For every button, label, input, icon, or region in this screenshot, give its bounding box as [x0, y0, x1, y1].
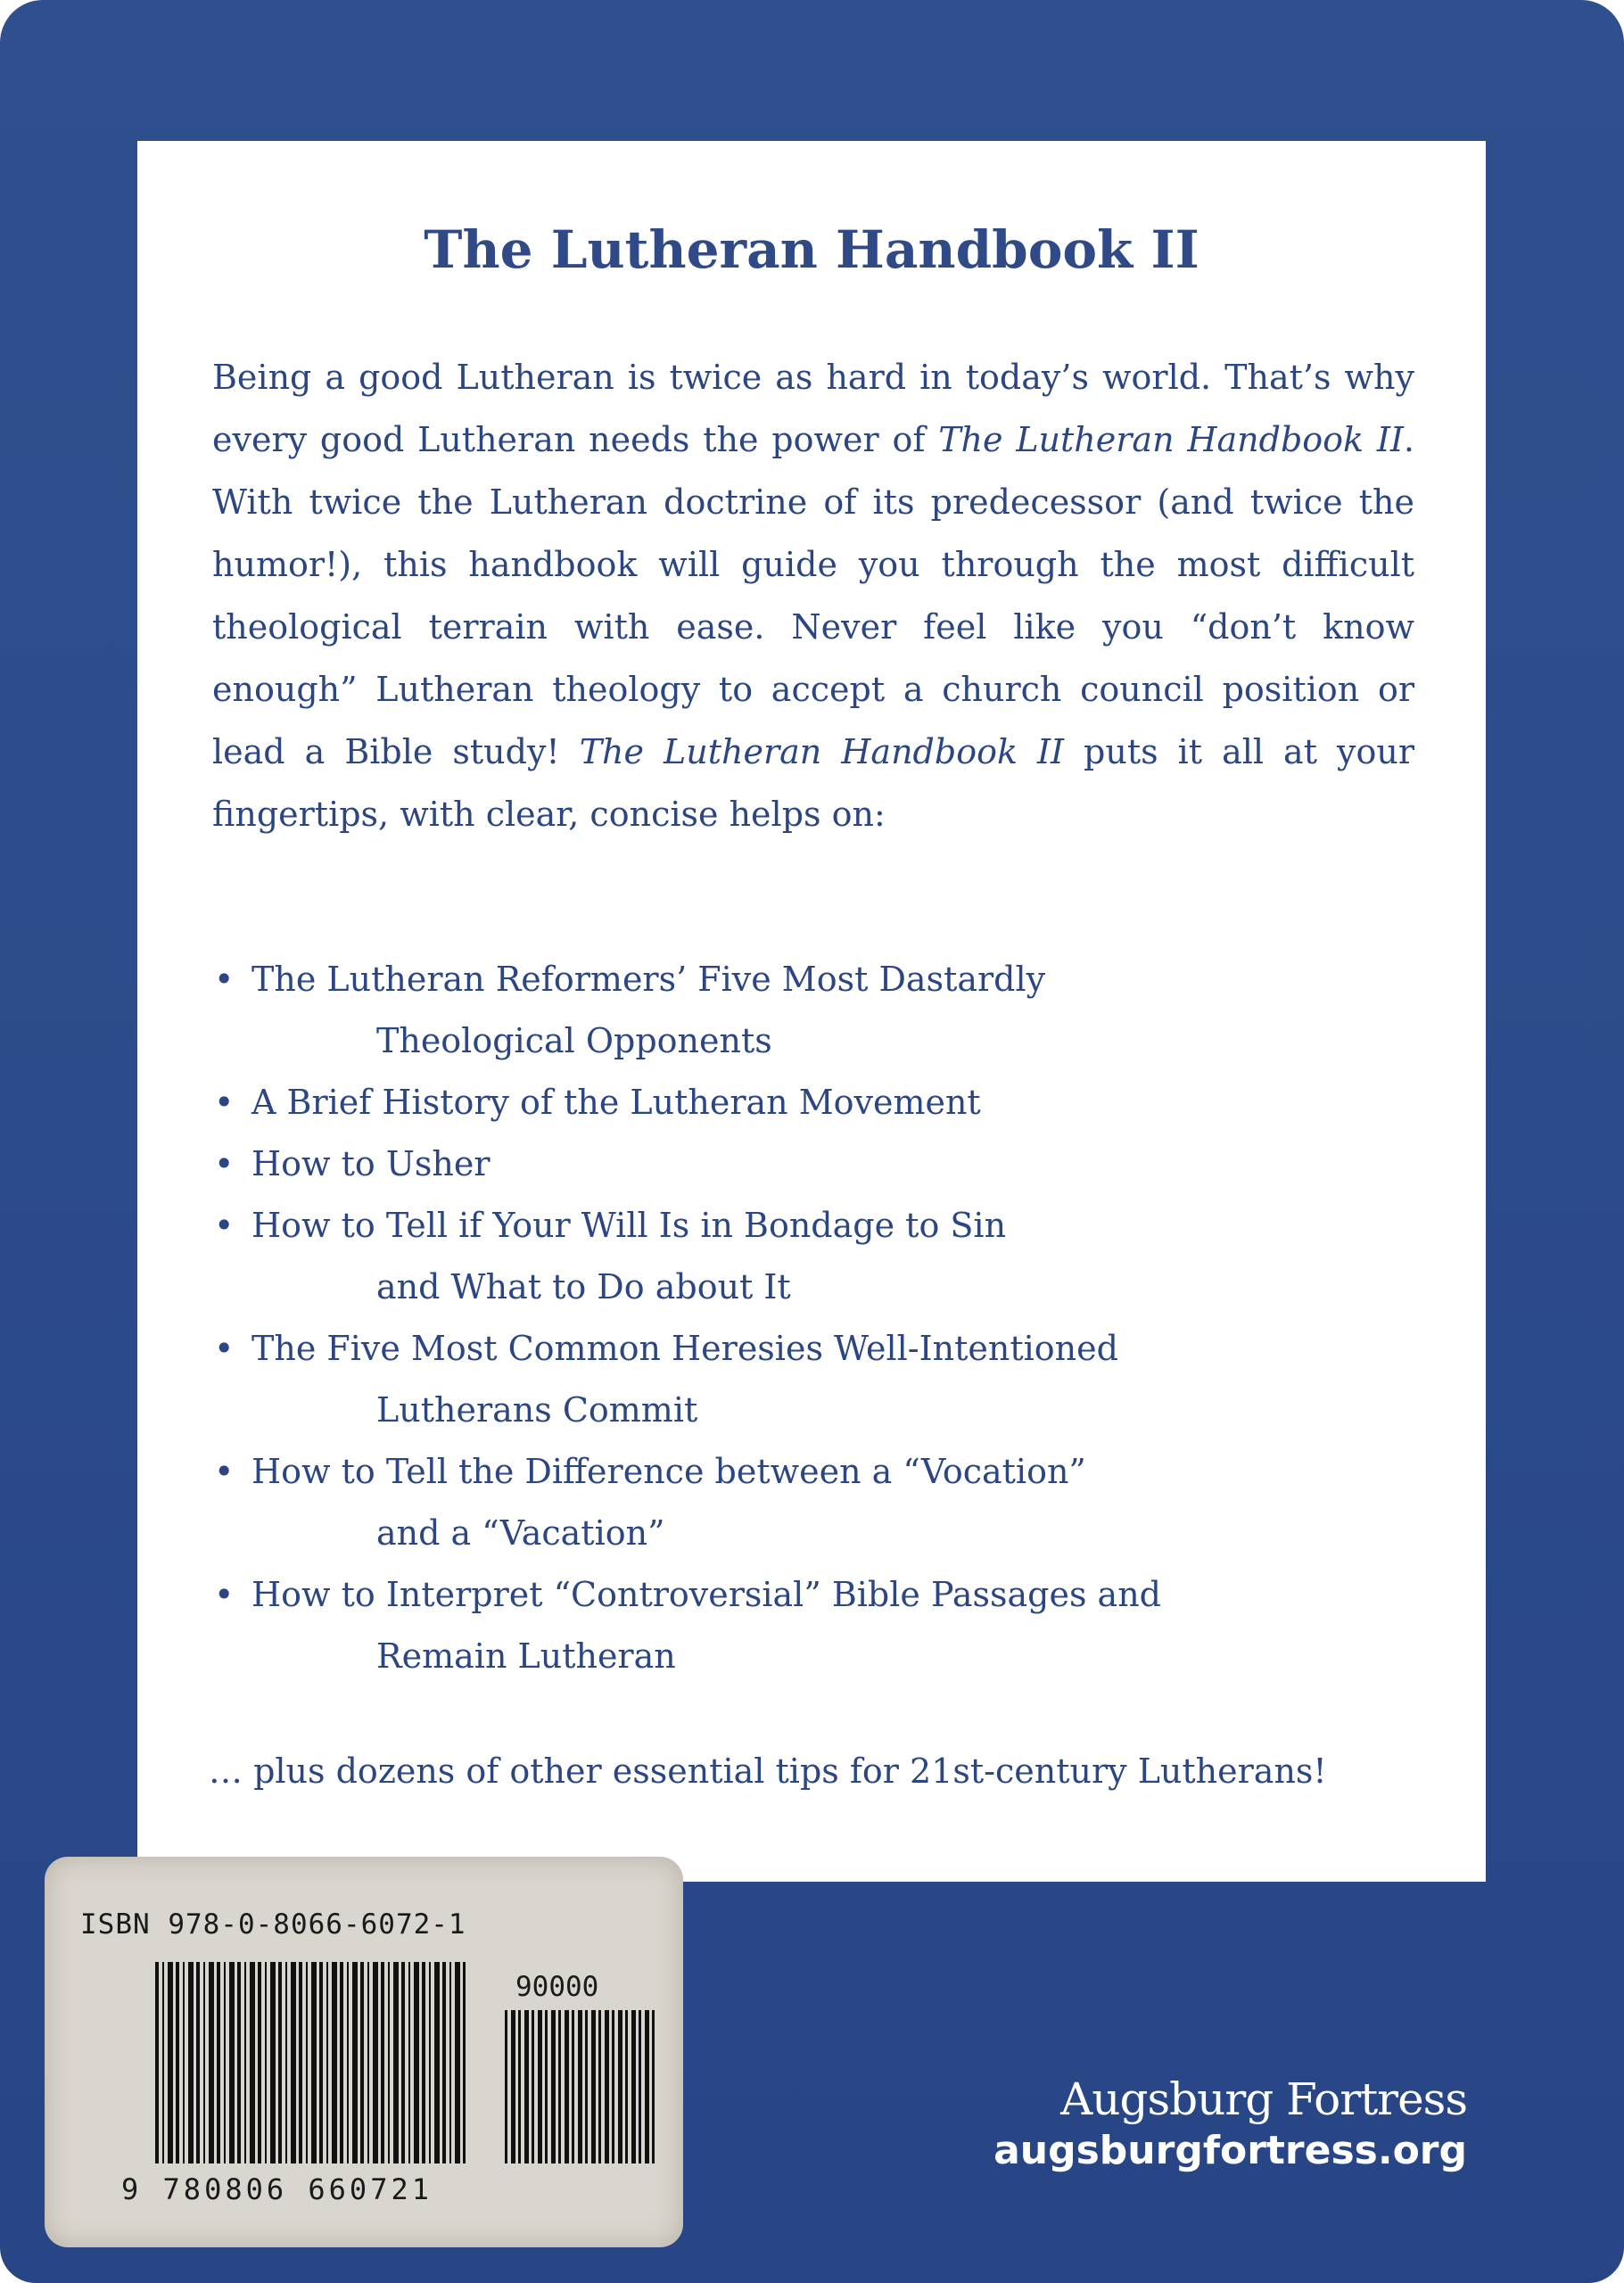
list-item-continuation: and a “Vacation”: [376, 1513, 665, 1553]
list-item-continuation: Theological Opponents: [376, 1021, 772, 1060]
list-item-text: How to Interpret “Controversial” Bible Passages and: [251, 1575, 1161, 1614]
list-item: [212, 1318, 1414, 1441]
list-item: [212, 1564, 1414, 1687]
description-panel: [137, 141, 1486, 1882]
bullet-dot: •: [214, 1575, 235, 1614]
publisher-url: augsburgfortress.org: [993, 2128, 1467, 2173]
list-item-text: The Five Most Common Heresies Well-Intentioned: [251, 1329, 1118, 1368]
list-item: [212, 1133, 1414, 1195]
closing-text: … plus dozens of other essential tips for 21st-century Lutherans!: [209, 1751, 1327, 1791]
publisher-block: [993, 2073, 1467, 2176]
blurb-book-title-2: The Lutheran Handbook II: [579, 732, 1065, 771]
bullet-dot: •: [214, 1144, 235, 1183]
list-item: [212, 1195, 1414, 1318]
book-title: The Lutheran Handbook II: [424, 219, 1199, 280]
barcode-digits: 9 780806 660721: [121, 2172, 433, 2206]
blurb-text-3: puts it all at your fingertips, with clear, concise helps on:: [212, 732, 1414, 834]
price-code: 90000: [515, 1971, 599, 2003]
barcode-addon-graphic: [505, 2010, 658, 2163]
barcode-graphic: [155, 1962, 466, 2163]
blurb-paragraph: [212, 346, 1414, 845]
list-item: [212, 1441, 1414, 1564]
bullet-dot: •: [214, 1083, 235, 1122]
blurb-book-title-1: The Lutheran Handbook II: [938, 420, 1404, 459]
bullet-dot: •: [214, 1329, 235, 1368]
bullet-dot: •: [214, 1206, 235, 1245]
blurb-text-1: Being a good Lutheran is twice as hard in today’s world. That’s why every good Lutheran needs the power of: [212, 358, 1414, 459]
list-item-text: How to Tell if Your Will Is in Bondage to Sin: [251, 1206, 1007, 1245]
list-item-text: How to Usher: [251, 1144, 490, 1183]
blurb-text-2: . With twice the Lutheran doctrine of its predecessor (and twice the humor!), this handbook will guide you through the most difficult theological terrain with ease. Never feel like you “don’t know enough” Lutheran theology to accept a church council position or lead a Bible study!: [212, 420, 1414, 771]
list-item-text: The Lutheran Reformers’ Five Most Dastardly: [251, 960, 1046, 999]
topics-list: [212, 949, 1414, 1687]
list-item-continuation: Lutherans Commit: [376, 1390, 698, 1430]
list-item-text: A Brief History of the Lutheran Movement: [251, 1083, 981, 1122]
list-item-text: How to Tell the Difference between a “Vocation”: [251, 1452, 1086, 1491]
bullet-dot: •: [214, 1452, 235, 1491]
publisher-name: Augsburg Fortress: [1060, 2073, 1467, 2125]
list-item: [212, 949, 1414, 1072]
list-item-continuation: and What to Do about It: [376, 1267, 791, 1306]
bullet-dot: •: [214, 960, 235, 999]
list-item: [212, 1072, 1414, 1133]
list-item-continuation: Remain Lutheran: [376, 1636, 676, 1676]
isbn-label: ISBN 978-0-8066-6072-1: [80, 1908, 466, 1941]
